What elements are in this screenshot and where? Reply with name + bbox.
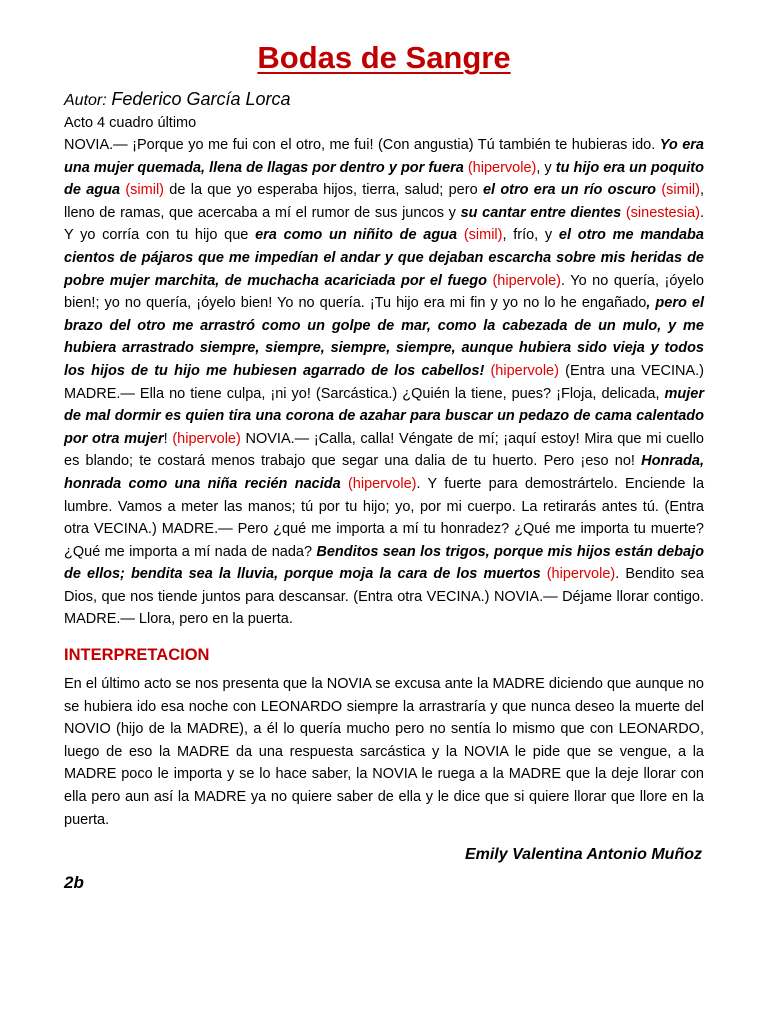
text-segment: ! [163, 430, 173, 447]
text-segment: , lleno de ramas, que acercaba a mí el rumor de sus juncos y [64, 182, 705, 221]
figure-label: (hipervole) [540, 566, 616, 583]
figure-label: (hipervole) [340, 475, 417, 492]
text-segment: (Entra una VECINA.) MADRE.— Ella no tiene culpa, ¡ni yo! (Sarcástica.) ¿Quién la tiene, pues? ¡Floja, delicada, [64, 362, 705, 402]
figure-label: (simil) [656, 182, 700, 199]
text-segment: . Y yo corría con tu hijo que [64, 204, 705, 244]
figurative-phrase: Benditos sean los trigos, porque mis hijos están debajo de ellos; bendita sea la lluvia, porque moja la cara de los muertos [64, 543, 704, 583]
text-segment: de la que yo esperaba hijos, tierra, salud; pero [164, 182, 483, 199]
figurative-phrase: Yo era una mujer quemada, llena de llagas por dentro y por fuera [64, 137, 704, 176]
figure-label: (hipervole) [463, 159, 537, 176]
figurative-phrase: tu hijo era un poquito de agua [64, 159, 704, 199]
figurative-phrase: era como un niñito de agua [255, 227, 458, 244]
text-segment: . Bendito sea Dios, que nos tiende juntos para descansar. (Entra otra VECINA.) NOVIA.— Déjame llorar contigo. MADRE.— Llora, pero en la puerta. [64, 566, 704, 628]
play-excerpt [64, 134, 704, 631]
author-line [64, 88, 704, 112]
figurative-phrase: el otro era un río oscuro [482, 182, 657, 199]
text-segment: NOVIA.— ¡Calla, calla! Véngate de mí; ¡aquí estoy! Mira que mi cuello es blando; te costará menos trabajo que segar una dalia de tu huerto. Pero ¡eso no! [64, 430, 704, 470]
author-name: Federico García Lorca [111, 89, 291, 109]
text-segment: . Yo no quería, ¡óyelo bien!; yo no quería, ¡óyelo bien! Yo no quería. ¡Tu hijo era mi fin y yo no lo he engañado [64, 272, 704, 312]
figure-label: (hipervole) [486, 272, 561, 289]
text-segment: . Y fuerte para demostrártelo. Enciende la lumbre. Vamos a meter las manos; tú por tu hijo; yo, por mi cuerpo. La retirarás antes tú. (Entra otra VECINA.) MADRE.— Pero ¿qué me importa a mí tu honradez? ¿Qué me importa tu muerte? ¿Qué me importa a mí nada de nada? [64, 475, 705, 560]
text-segment: , y [536, 159, 556, 176]
figure-label: (hipervole) [172, 430, 241, 447]
interpretation-paragraph: En el último acto se nos presenta que la NOVIA se excusa ante la MADRE diciendo que aunque no se hubiera ido esa noche con LEONARDO siempre la arrastraría y que nunca deseo la muerte del NOVIO (hijo de la MADRE), a él lo quería mucho pero no sentía lo mismo que con LEONARDO, luego de eso la MADRE da una respuesta sarcástica y la NOVIA le pide que se vengue, a la MADRE poco le importa y se lo hace saber, la NOVIA le ruega a la MADRE que la deje llorar con ella pero aun así la MADRE ya no quiere saber de ella y le dice que si quiere llorar que llore en la puerta. [64, 676, 704, 828]
figure-label: (hipervole) [484, 362, 559, 379]
figurative-phrase: su cantar entre dientes [460, 204, 622, 221]
author-label: Autor: [64, 92, 107, 109]
figure-label: (simil) [120, 182, 165, 199]
document-page [64, 38, 704, 895]
figurative-phrase: mujer de mal dormir es quien tira una corona de azahar para buscar un pedazo de cama calentado por otra mujer [64, 385, 704, 447]
figure-label: (sinestesia) [621, 204, 700, 221]
figurative-phrase: , pero el brazo del otro me arrastró como un golpe de mar, como la cabezada de un mulo, y me hubiera arrastrado siempre, siempre, siempre, siempre, aunque hubiera sido vieja y todos los hijos de tu hijo me hubiesen agarrado de los cabellos! [64, 295, 704, 379]
figure-label: (simil) [457, 227, 503, 244]
interpretation-heading: INTERPRETACION [64, 646, 210, 665]
text-segment: NOVIA.— ¡Porque yo me fui con el otro, me fui! (Con angustia) Tú también te hubieras ido. [64, 137, 660, 153]
figurative-phrase: el otro me mandaba cientos de pájaros que me impedían el andar y que dejaban escarcha sobre mis heridas de pobre mujer marchita, de muchacha acariciada por el fuego [64, 227, 704, 289]
act-heading: Acto 4 cuadro último [64, 115, 197, 131]
document-title: Bodas de Sangre [257, 40, 511, 75]
author-signature: Emily Valentina Antonio Muñoz [464, 846, 702, 864]
group-label: 2b [64, 873, 84, 893]
figurative-phrase: Honrada, honrada como una niña recién nacida [64, 453, 704, 492]
text-segment: , frío, y [502, 227, 559, 244]
